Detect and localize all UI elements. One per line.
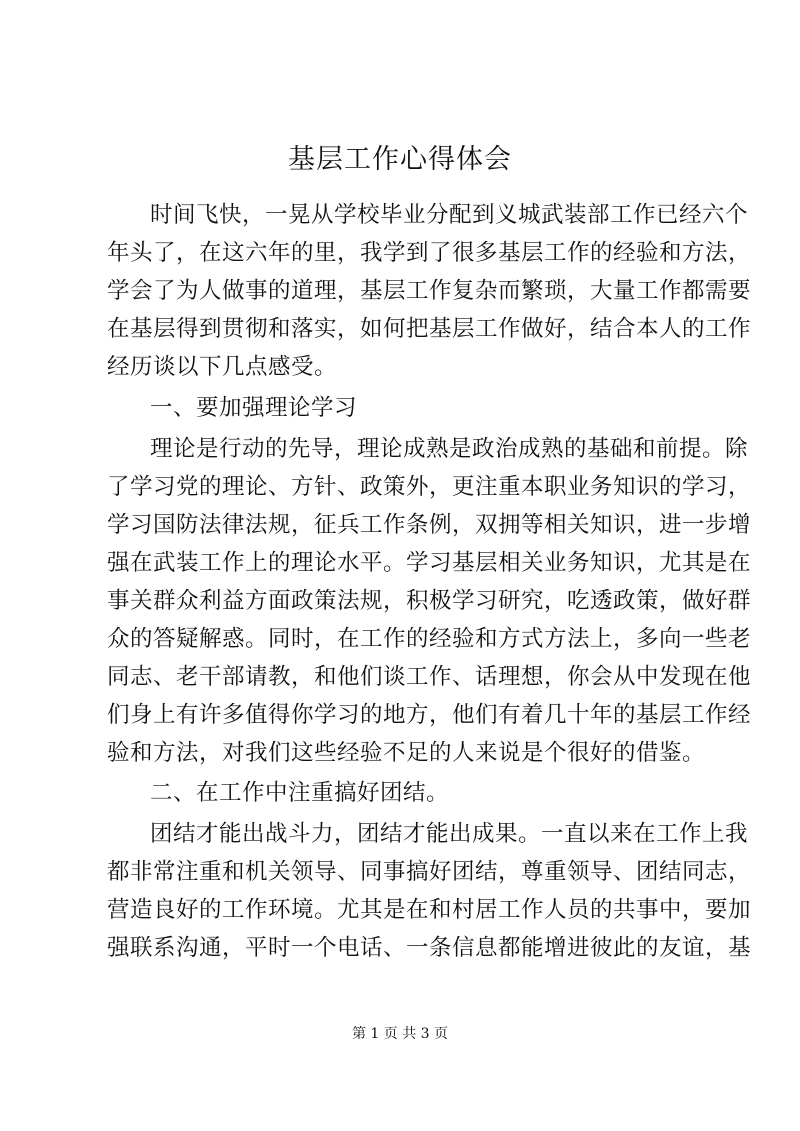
text-line: 年头了，在这六年的里，我学到了很多基层工作的经验和方法， [107,240,752,266]
text-line: 在基层得到贯彻和落实，如何把基层工作做好，结合本人的工作 [107,316,752,342]
text-line: 强在武装工作上的理论水平。学习基层相关业务知识，尤其是在 [107,550,752,576]
text-line: 同志、老干部请教，和他们谈工作、话理想，你会从中发现在他 [107,664,752,690]
document-title: 基层工作心得体会 [288,144,512,175]
text-line: 验和方法，对我们这些经验不足的人来说是个很好的借鉴。 [107,740,706,766]
text-line: 理论是行动的先导，理论成熟是政治成熟的基础和前提。除 [150,436,749,462]
text-line: 学会了为人做事的道理，基层工作复杂而繁琐，大量工作都需要 [107,278,752,304]
section-heading: 二、在工作中注重搞好团结。 [150,780,450,806]
text-line: 经历谈以下几点感受。 [107,354,338,380]
text-line: 众的答疑解惑。同时，在工作的经验和方式方法上，多向一些老 [107,626,752,652]
text-line: 事关群众利益方面政策法规，积极学习研究，吃透政策，做好群 [107,588,752,614]
text-line: 营造良好的工作环境。尤其是在和村居工作人员的共事中，要加 [107,897,752,923]
section-heading: 一、要加强理论学习 [150,395,358,421]
text-line: 们身上有许多值得你学习的地方，他们有着几十年的基层工作经 [107,702,752,728]
text-line: 都非常注重和机关领导、同事搞好团结，尊重领导、团结同志， [107,859,752,885]
text-line: 时间飞快，一晃从学校毕业分配到义城武装部工作已经六个 [150,202,749,228]
page-footer: 第 1 页 共 3 页 [351,1026,449,1042]
text-line: 了学习党的理论、方针、政策外，更注重本职业务知识的学习， [107,474,752,500]
text-line: 团结才能出战斗力，团结才能出成果。一直以来在工作上我 [150,821,749,847]
text-line: 学习国防法律法规，征兵工作条例，双拥等相关知识，进一步增 [107,512,752,538]
text-line: 强联系沟通，平时一个电话、一条信息都能增进彼此的友谊，基 [107,935,752,961]
